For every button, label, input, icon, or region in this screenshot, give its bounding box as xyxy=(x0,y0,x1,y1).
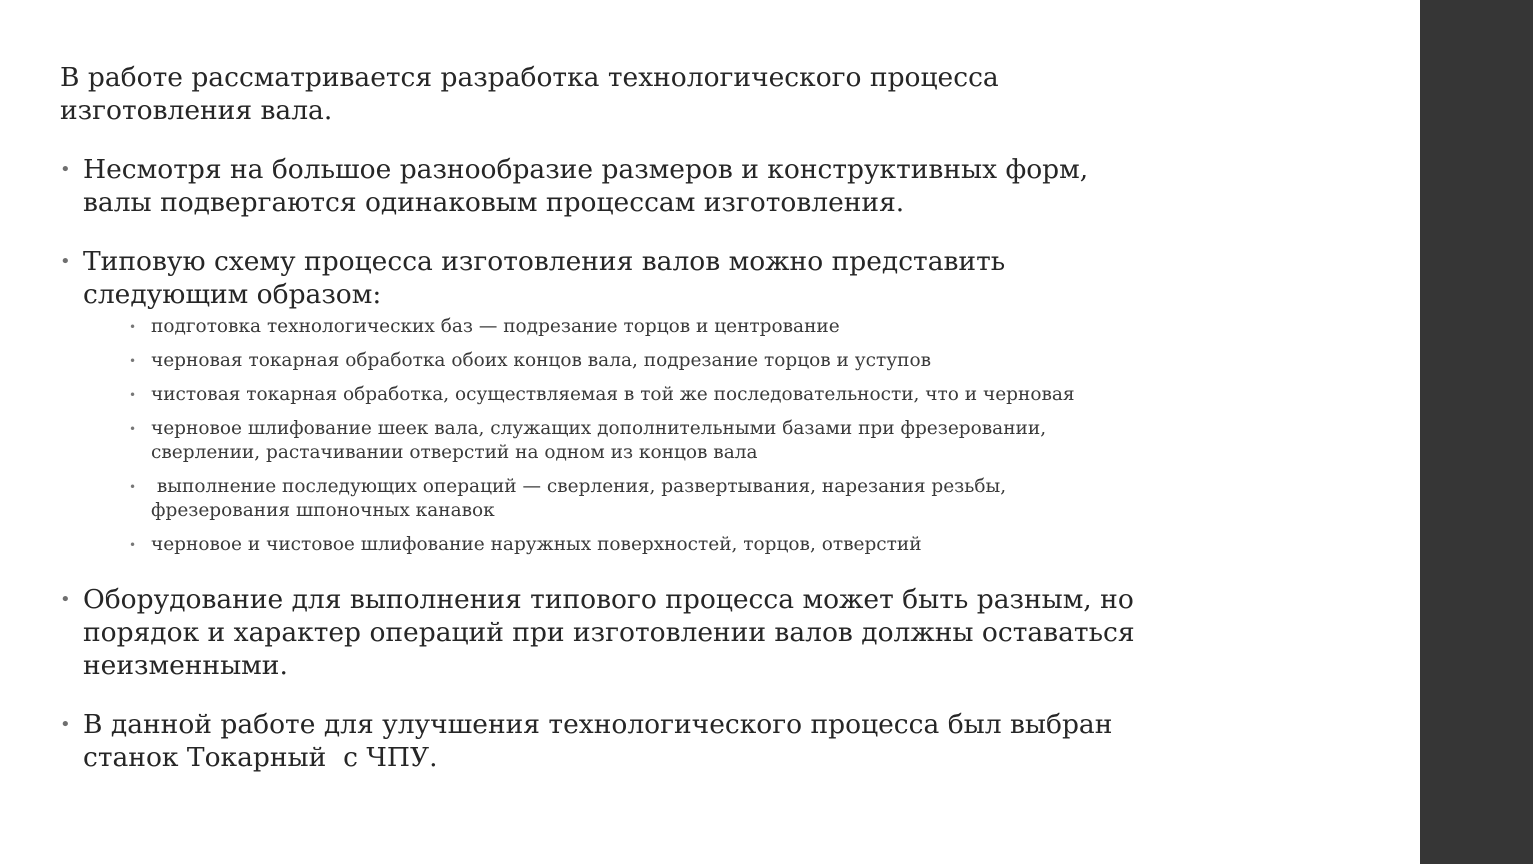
sub-bullet-item xyxy=(83,383,1150,407)
sub-bullet-icon: • xyxy=(129,354,137,368)
sub-bullet-text: выполнение последующих операций — сверления, развертывания, нарезания резьбы, фрезерования шпоночных канавок xyxy=(151,476,1012,521)
sub-bullet-text: черновая токарная обработка обоих концов вала, подрезание торцов и уступов xyxy=(151,350,932,371)
sub-bullet-text: подготовка технологических баз — подрезание торцов и центрование xyxy=(151,316,840,337)
sub-bullet-text: черновое и чистовое шлифование наружных поверхностей, торцов, отверстий xyxy=(151,534,922,555)
bullet-item xyxy=(60,583,1150,682)
sub-bullet-icon: • xyxy=(129,422,137,436)
sub-bullet-item xyxy=(83,349,1150,373)
side-bar xyxy=(1420,0,1533,864)
bullet-item xyxy=(60,708,1150,774)
sub-bullet-icon: • xyxy=(129,320,137,334)
sub-bullet-item xyxy=(83,475,1150,523)
bullet-text: В данной работе для улучшения технологического процесса был выбран станок Токарный с ЧПУ. xyxy=(83,709,1121,773)
sub-bullet-icon: • xyxy=(129,388,137,402)
sub-bullet-icon: • xyxy=(129,480,137,494)
bullet-icon: • xyxy=(60,159,71,180)
sub-bullet-item xyxy=(83,315,1150,339)
slide-content xyxy=(60,61,1150,774)
sub-bullet-text: черновое шлифование шеек вала, служащих дополнительными базами при фрезеровании, сверлении, растачивании отверстий на одном из концов вала xyxy=(151,418,1047,463)
sub-bullet-text: чистовая токарная обработка, осуществляемая в той же последовательности, что и черновая xyxy=(151,384,1075,405)
bullet-item xyxy=(60,245,1150,557)
bullet-icon: • xyxy=(60,589,71,610)
bullet-list xyxy=(60,153,1150,774)
bullet-text: Оборудование для выполнения типового процесса может быть разным, но порядок и характер операций при изготовлении валов должны оставаться неизменными. xyxy=(83,584,1135,681)
bullet-icon: • xyxy=(60,251,71,272)
bullet-text: Несмотря на большое разнообразие размеров и конструктивных форм, валы подвергаются одинаковым процессам изготовления. xyxy=(83,154,1089,218)
sub-bullet-item xyxy=(83,533,1150,557)
bullet-icon: • xyxy=(60,714,71,735)
sub-bullet-list xyxy=(83,315,1150,557)
intro-paragraph: В работе рассматривается разработка технологического процесса изготовления вала. xyxy=(60,62,999,126)
sub-bullet-item xyxy=(83,417,1150,465)
sub-bullet-icon: • xyxy=(129,538,137,552)
bullet-item xyxy=(60,153,1150,219)
bullet-text: Типовую схему процесса изготовления валов можно представить следующим образом: xyxy=(83,246,1006,310)
